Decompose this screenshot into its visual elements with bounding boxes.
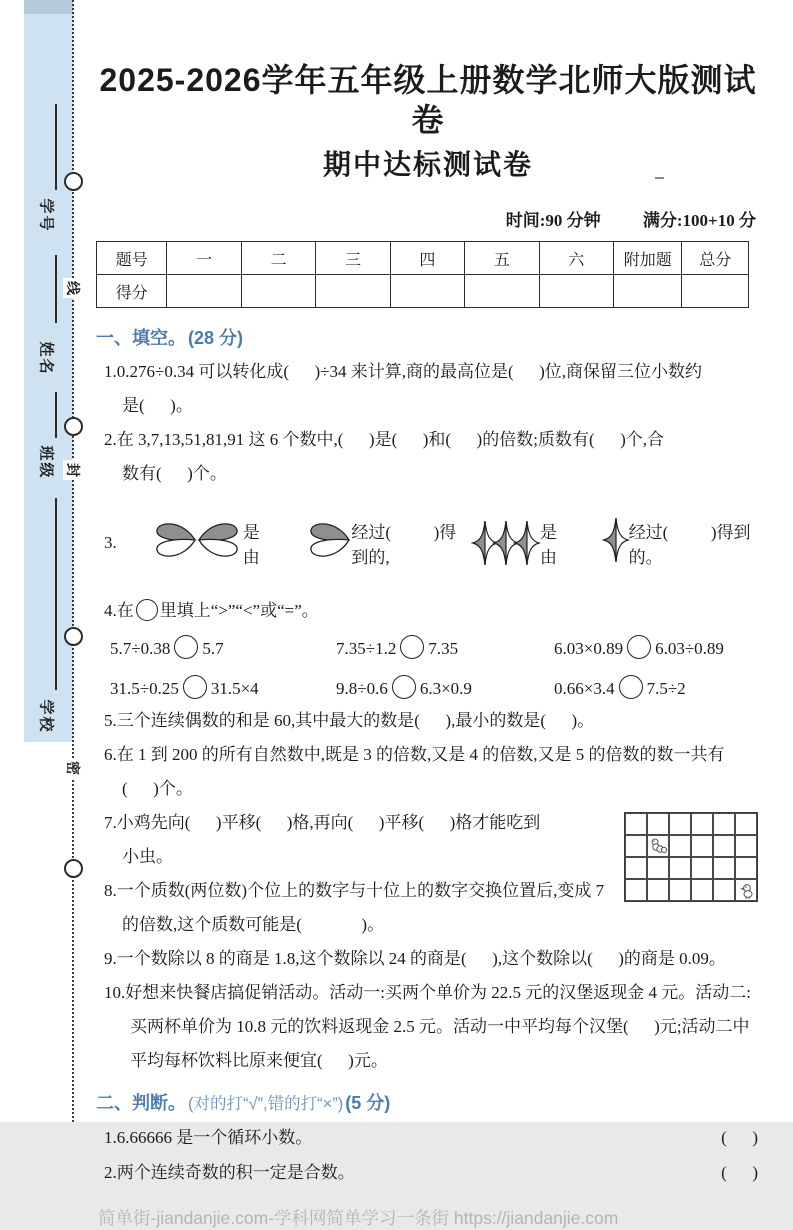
right-expression: 7.35	[428, 639, 459, 658]
fill-q9: 9.一个数除以 8 的商是 1.8,这个数除以 24 的商是( ),这个数除以( )的商是 0.09。	[104, 949, 726, 968]
star-unit-icon	[569, 496, 629, 589]
fill-q2-line2: 数有( )个。	[122, 464, 227, 483]
grid-cell	[669, 879, 691, 901]
fill-q1-line2: 是( )。	[122, 396, 193, 415]
compare-circle	[392, 675, 416, 699]
grid-cell	[713, 835, 735, 857]
q3-text-4: 经过( )得到的。	[628, 522, 751, 567]
comparison-item	[336, 675, 554, 699]
seal-char-line: 线	[63, 278, 83, 298]
judge-text: 2.两个连续奇数的积一定是合数。	[104, 1163, 355, 1182]
bowtie-pattern-icon	[117, 497, 243, 588]
seal-char-mi: 密	[63, 758, 83, 778]
seal-dotted-line	[72, 0, 74, 1122]
section-1-points: (28 分)	[188, 328, 244, 348]
fill-q4	[104, 598, 760, 623]
translation-grid	[624, 812, 758, 902]
grid-cell	[713, 813, 735, 835]
compare-circle	[174, 635, 198, 659]
fill-q8-line1: 8.一个质数(两位数)个位上的数字与十位上的数字交换位置后,变成 7	[104, 881, 605, 900]
grid-cell	[691, 813, 713, 835]
fill-q8-line2: 的倍数,这个质数可能是( )。	[122, 915, 385, 934]
paper-subtitle: 期中达标测试卷	[322, 149, 533, 180]
score-table-score-row	[97, 275, 749, 308]
grid-cell	[669, 835, 691, 857]
grid-cell	[625, 813, 647, 835]
score-table-cell: 六	[539, 242, 613, 275]
comparison-item	[554, 635, 760, 659]
score-table-cell: 四	[390, 242, 464, 275]
school-label: 学校	[37, 699, 55, 734]
school-line	[55, 498, 57, 690]
grid-cell	[647, 813, 669, 835]
paper-content	[96, 0, 760, 1230]
compare-circle	[136, 599, 158, 621]
score-table-header-row	[97, 242, 749, 275]
grid-cell	[713, 879, 735, 901]
name-label: 姓名	[37, 341, 55, 376]
grid-cell	[691, 857, 713, 879]
section-1-title: 一、填空。	[96, 328, 186, 348]
grid-cell	[669, 857, 691, 879]
seal-circle	[64, 859, 83, 878]
q3-text-2: 经过( )得到的,	[351, 522, 457, 567]
star-pattern-icon	[472, 519, 540, 567]
left-expression: 7.35÷1.2	[336, 639, 397, 658]
paper-title: 2025-2026学年五年级上册数学北师大版测试卷	[99, 62, 757, 138]
section-2-heading	[96, 1089, 760, 1115]
score-cell-empty	[465, 275, 539, 308]
grid-cell	[625, 879, 647, 901]
comparison-item	[110, 635, 336, 659]
score-table-cell: 三	[316, 242, 390, 275]
fill-q7-line2: 小虫。	[122, 847, 173, 866]
left-expression: 6.03×0.89	[554, 639, 624, 658]
section-2-points: (5 分)	[345, 1093, 391, 1113]
grid-cell	[735, 857, 757, 879]
left-expression: 5.7÷0.38	[110, 639, 171, 658]
student-id-label: 学号	[37, 198, 55, 233]
score-table-cell: 附加题	[613, 242, 681, 275]
score-table-cell: 一	[167, 242, 241, 275]
grid-cell	[735, 835, 757, 857]
seal-circle	[64, 172, 83, 191]
fill-q3	[104, 496, 760, 589]
grid-cell-chick	[735, 879, 757, 901]
score-table-cell: 二	[241, 242, 315, 275]
right-expression: 5.7	[202, 639, 224, 658]
compare-circle	[627, 635, 651, 659]
q4-text-2: 里填上“>”“<”或“=”。	[159, 601, 319, 620]
score-cell-empty	[167, 275, 241, 308]
judge-item-2	[104, 1160, 764, 1185]
class-label: 班级	[37, 445, 55, 480]
score-row-label: 得分	[97, 275, 167, 308]
fill-q1-line1: 1.0.276÷0.34 可以转化成( )÷34 来计算,商的最高位是( )位,商保留三位小数约	[104, 362, 703, 381]
strip-top-band	[24, 0, 73, 14]
fill-q6-line1: 6.在 1 到 200 的所有自然数中,既是 3 的倍数,又是 4 的倍数,又是 5 的倍数的数一共有	[104, 745, 725, 764]
seal-circle	[64, 627, 83, 646]
judge-answer-blank: ( )	[721, 1128, 758, 1147]
name-line	[55, 255, 57, 323]
score-table-cell: 总分	[682, 242, 749, 275]
fill-q2-line1: 2.在 3,7,13,51,81,91 这 6 个数中,( )是( )和( )的倍数;质数有( )个,合	[104, 430, 665, 449]
score-cell-empty	[539, 275, 613, 308]
watermark-footer: 简单街-jiandanjie.com-学科网简单学习一条街 https://jiandanjie.com	[98, 1208, 619, 1228]
grid-cell	[713, 857, 735, 879]
seal-circle	[64, 417, 83, 436]
q3-number: 3.	[104, 532, 117, 552]
bowtie-unit-icon	[271, 497, 351, 588]
grid-cell	[691, 879, 713, 901]
comparison-grid	[110, 635, 760, 699]
compare-circle	[183, 675, 207, 699]
compare-circle	[619, 675, 643, 699]
q4-text-1: 4.在	[104, 601, 134, 620]
fill-q7-block	[96, 810, 760, 869]
fill-q10-line2: 买两杯单价为 10.8 元的饮料返现金 2.5 元。活动一中平均每个汉堡( )元;活动二中	[130, 1017, 750, 1036]
grid-cell	[691, 835, 713, 857]
grid-cell	[625, 835, 647, 857]
class-line	[55, 392, 57, 438]
right-expression: 6.3×0.9	[419, 679, 472, 698]
exam-meta	[96, 206, 760, 231]
right-expression: 7.5÷2	[646, 679, 686, 698]
seal-char-feng: 封	[63, 460, 83, 480]
grid-cell-worm	[647, 835, 669, 857]
score-cell-empty	[390, 275, 464, 308]
comparison-item	[554, 675, 760, 699]
fill-q7-line1: 7.小鸡先向( )平移( )格,再向( )平移( )格才能吃到	[104, 813, 541, 832]
grid-cell	[669, 813, 691, 835]
comparison-item	[336, 635, 554, 659]
grid-cell	[647, 857, 669, 879]
score-table	[96, 241, 749, 308]
score-cell-empty	[316, 275, 390, 308]
score-cell-empty	[613, 275, 681, 308]
student-id-line	[55, 104, 57, 190]
time-limit: 时间:90 分钟	[505, 211, 601, 230]
section-2-note: (对的打“√”,错的打“×”)	[188, 1095, 344, 1113]
grid-cell	[647, 879, 669, 901]
judge-text: 1.6.66666 是一个循环小数。	[104, 1128, 313, 1147]
full-score: 满分:100+10 分	[642, 211, 756, 230]
judge-item-1	[104, 1125, 764, 1150]
compare-circle	[400, 635, 424, 659]
comparison-item	[110, 675, 336, 699]
score-table-cell: 五	[465, 242, 539, 275]
section-1-heading	[96, 324, 760, 350]
left-expression: 0.66×3.4	[554, 679, 615, 698]
left-expression: 9.8÷0.6	[336, 679, 388, 698]
judge-answer-blank: ( )	[721, 1163, 758, 1182]
right-expression: 6.03÷0.89	[655, 639, 724, 658]
score-cell-empty	[682, 275, 749, 308]
fill-q6-line2: ( )个。	[122, 779, 193, 798]
right-expression: 31.5×4	[210, 679, 259, 698]
fill-q10-line1: 10.好想来快餐店搞促销活动。活动一:买两个单价为 22.5 元的汉堡返现金 4 元。活动二:	[104, 983, 751, 1002]
q3-text-1: 是由	[242, 522, 260, 567]
fill-q5: 5.三个连续偶数的和是 60,其中最大的数是( ),最小的数是( )。	[104, 711, 595, 730]
q3-text-3: 是由	[540, 522, 557, 567]
fill-q10-line3: 平均每杯饮料比原来便宜( )元。	[130, 1051, 388, 1070]
score-cell-empty	[241, 275, 315, 308]
grid-cell	[625, 857, 647, 879]
left-expression: 31.5÷0.25	[110, 679, 179, 698]
grid-cell	[735, 813, 757, 835]
section-2-title: 二、判断。	[96, 1093, 186, 1113]
score-table-cell: 题号	[97, 242, 167, 275]
